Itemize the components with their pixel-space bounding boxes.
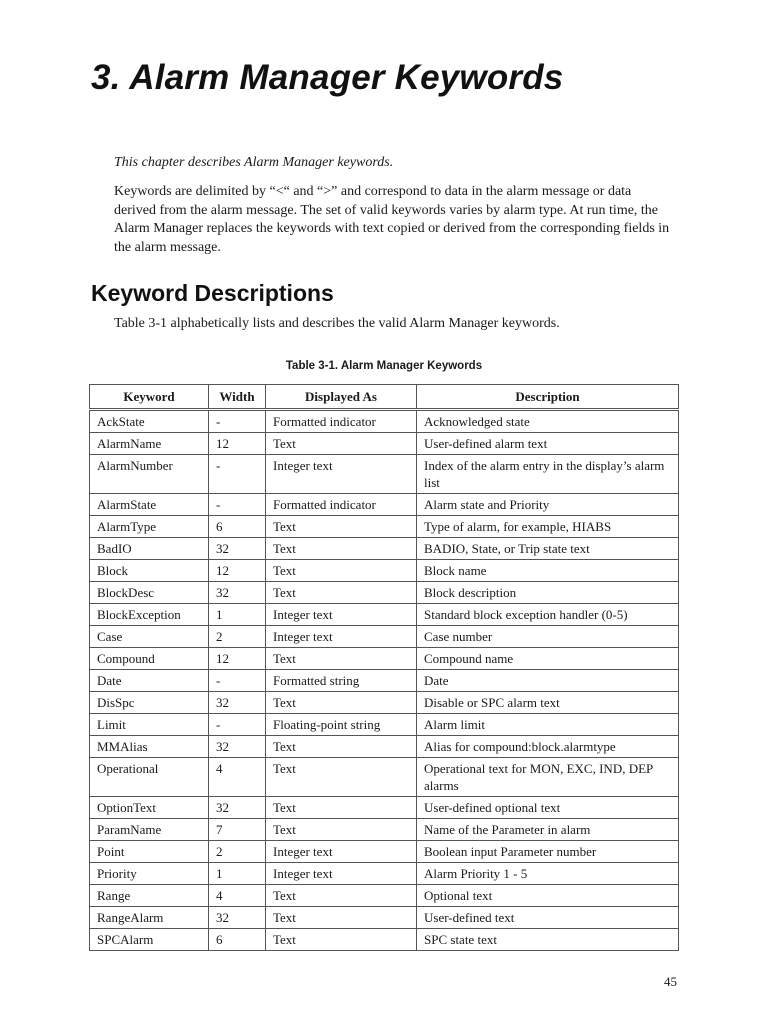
cell-width: 32 (209, 582, 266, 604)
table-row (90, 841, 679, 863)
cell-keyword: DisSpc (90, 692, 209, 714)
cell-displayed-as: Text (266, 692, 417, 714)
table-row (90, 494, 679, 516)
cell-keyword: BlockException (90, 604, 209, 626)
cell-width: 1 (209, 604, 266, 626)
cell-keyword: BadIO (90, 538, 209, 560)
cell-keyword: Case (90, 626, 209, 648)
cell-width: - (209, 494, 266, 516)
cell-displayed-as: Text (266, 433, 417, 455)
table-row (90, 714, 679, 736)
cell-description: Boolean input Parameter number (417, 841, 679, 863)
cell-width: 32 (209, 538, 266, 560)
table-row (90, 410, 679, 433)
page-number: 45 (664, 974, 677, 989)
cell-displayed-as: Integer text (266, 626, 417, 648)
column-header-keyword: Keyword (90, 385, 209, 410)
cell-keyword: Limit (90, 714, 209, 736)
table-row (90, 604, 679, 626)
section-title: Keyword Descriptions (91, 280, 334, 306)
cell-displayed-as: Integer text (266, 863, 417, 885)
cell-displayed-as: Text (266, 885, 417, 907)
section-intro: Table 3-1 alphabetically lists and describes the valid Alarm Manager keywords. (114, 316, 560, 331)
chapter-title: 3. Alarm Manager Keywords (91, 58, 564, 97)
column-header-displayed-as: Displayed As (266, 385, 417, 410)
cell-keyword: OptionText (90, 797, 209, 819)
cell-displayed-as: Integer text (266, 455, 417, 494)
cell-width: 32 (209, 797, 266, 819)
cell-description: User-defined text (417, 907, 679, 929)
table-row (90, 929, 679, 951)
table-row (90, 885, 679, 907)
cell-keyword: RangeAlarm (90, 907, 209, 929)
cell-width: 12 (209, 648, 266, 670)
cell-width: 32 (209, 692, 266, 714)
cell-displayed-as: Integer text (266, 604, 417, 626)
table-row (90, 863, 679, 885)
cell-displayed-as: Formatted string (266, 670, 417, 692)
table-row (90, 455, 679, 494)
column-header-description: Description (417, 385, 679, 410)
cell-description: Date (417, 670, 679, 692)
cell-width: 7 (209, 819, 266, 841)
table-caption: Table 3-1. Alarm Manager Keywords (285, 360, 483, 372)
table-row (90, 516, 679, 538)
cell-description: Block name (417, 560, 679, 582)
cell-description: User-defined optional text (417, 797, 679, 819)
cell-description: Compound name (417, 648, 679, 670)
chapter-paragraph: Keywords are delimited by “<“ and “>” and correspond to data in the alarm message or data derived from the alarm message. The set of valid keywords varies by alarm type. At run time, the Alarm Manager replaces the keywords with text copied or derived from the corresponding fields in the alarm message. (114, 184, 670, 255)
cell-keyword: BlockDesc (90, 582, 209, 604)
table-header-row (90, 385, 679, 410)
cell-description: Acknowledged state (417, 410, 679, 433)
cell-description: User-defined alarm text (417, 433, 679, 455)
table-row (90, 560, 679, 582)
cell-displayed-as: Text (266, 560, 417, 582)
cell-description: Standard block exception handler (0-5) (417, 604, 679, 626)
cell-keyword: AlarmName (90, 433, 209, 455)
cell-displayed-as: Text (266, 736, 417, 758)
cell-keyword: ParamName (90, 819, 209, 841)
cell-description: SPC state text (417, 929, 679, 951)
cell-width: 12 (209, 560, 266, 582)
cell-width: 1 (209, 863, 266, 885)
cell-width: 2 (209, 841, 266, 863)
cell-keyword: Block (90, 560, 209, 582)
cell-description: Block description (417, 582, 679, 604)
cell-displayed-as: Formatted indicator (266, 410, 417, 433)
table-row (90, 648, 679, 670)
table-row (90, 819, 679, 841)
cell-width: - (209, 455, 266, 494)
cell-description: Alias for compound:block.alarmtype (417, 736, 679, 758)
cell-keyword: AlarmType (90, 516, 209, 538)
cell-width: - (209, 410, 266, 433)
cell-description: Name of the Parameter in alarm (417, 819, 679, 841)
cell-width: 4 (209, 885, 266, 907)
cell-keyword: AlarmState (90, 494, 209, 516)
cell-width: 32 (209, 907, 266, 929)
table-row (90, 538, 679, 560)
cell-keyword: Range (90, 885, 209, 907)
cell-displayed-as: Text (266, 516, 417, 538)
cell-description: Alarm state and Priority (417, 494, 679, 516)
cell-keyword: Date (90, 670, 209, 692)
cell-keyword: MMAlias (90, 736, 209, 758)
cell-width: 6 (209, 516, 266, 538)
cell-description: Disable or SPC alarm text (417, 692, 679, 714)
table-row (90, 692, 679, 714)
cell-keyword: AlarmNumber (90, 455, 209, 494)
cell-description: Case number (417, 626, 679, 648)
cell-keyword: Priority (90, 863, 209, 885)
cell-width: 12 (209, 433, 266, 455)
cell-displayed-as: Text (266, 929, 417, 951)
cell-displayed-as: Text (266, 819, 417, 841)
cell-width: 4 (209, 758, 266, 797)
cell-displayed-as: Text (266, 797, 417, 819)
table-row (90, 758, 679, 797)
cell-displayed-as: Text (266, 582, 417, 604)
cell-width: 32 (209, 736, 266, 758)
cell-displayed-as: Text (266, 907, 417, 929)
cell-width: 2 (209, 626, 266, 648)
cell-displayed-as: Formatted indicator (266, 494, 417, 516)
cell-keyword: Operational (90, 758, 209, 797)
keywords-table (89, 384, 679, 951)
table-row (90, 433, 679, 455)
cell-displayed-as: Integer text (266, 841, 417, 863)
cell-description: Alarm limit (417, 714, 679, 736)
table-body (90, 410, 679, 951)
table-row (90, 797, 679, 819)
column-header-width: Width (209, 385, 266, 410)
table-row (90, 736, 679, 758)
cell-displayed-as: Text (266, 538, 417, 560)
cell-keyword: SPCAlarm (90, 929, 209, 951)
cell-description: Type of alarm, for example, HIABS (417, 516, 679, 538)
table-row (90, 907, 679, 929)
cell-keyword: Point (90, 841, 209, 863)
chapter-intro: This chapter describes Alarm Manager keywords. (114, 155, 394, 170)
cell-description: BADIO, State, or Trip state text (417, 538, 679, 560)
table-row (90, 582, 679, 604)
cell-description: Optional text (417, 885, 679, 907)
cell-width: 6 (209, 929, 266, 951)
cell-description: Operational text for MON, EXC, IND, DEP alarms (417, 758, 679, 797)
cell-displayed-as: Floating-point string (266, 714, 417, 736)
table-row (90, 626, 679, 648)
cell-width: - (209, 714, 266, 736)
cell-keyword: Compound (90, 648, 209, 670)
cell-description: Alarm Priority 1 - 5 (417, 863, 679, 885)
cell-displayed-as: Text (266, 758, 417, 797)
cell-description: Index of the alarm entry in the display’s alarm list (417, 455, 679, 494)
cell-displayed-as: Text (266, 648, 417, 670)
table-row (90, 670, 679, 692)
cell-width: - (209, 670, 266, 692)
cell-keyword: AckState (90, 410, 209, 433)
